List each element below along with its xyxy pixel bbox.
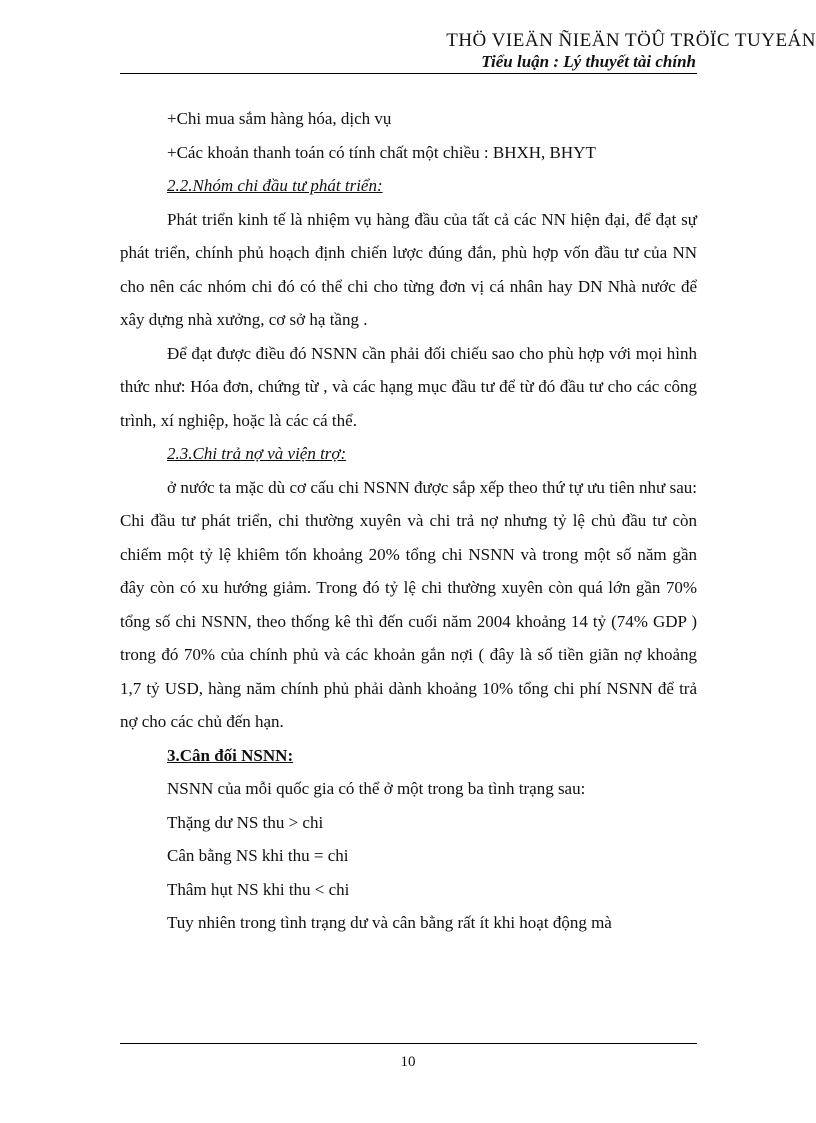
- para-phat-trien: [120, 203, 697, 337]
- para-de-dat: [120, 337, 697, 438]
- para-o-nuoc-ta: [120, 471, 697, 739]
- para-de-dat-text: Để đạt được điều đó NSNN cần phải đối chiếu sao cho phù hợp với mọi hình thức như: Hóa đơn, chứng từ , và các hạng mục đầu tư để từ đó đầu tư cho các công trình, xí nghiệp, hoặc là các cá thể.: [120, 343, 697, 430]
- line-thang-du: Thặng dư NS thu > chi: [167, 812, 324, 832]
- footer-rule: [120, 1043, 697, 1044]
- line-tham-hut: Thâm hụt NS khi thu < chi: [167, 879, 350, 899]
- document-title: Tiểu luận : Lý thuyết tài chính: [481, 52, 696, 71]
- header-rule: [120, 73, 697, 74]
- page-body: [120, 102, 697, 940]
- para-phat-trien-text: Phát triển kinh tế là nhiệm vụ hàng đầu của tất cả các NN hiện đại, để đạt sự phát triển, chính phủ hoạch định chiến lược đúng đắn, phù hợp vốn đầu tư của NN cho nên các nhóm chi đó có thể chi cho từng đơn vị cá nhân hay DN Nhà nước để xây dựng nhà xưởng, cơ sở hạ tầng .: [120, 209, 697, 329]
- section-heading-2-2: 2.2.Nhóm chi đầu tư phát triển:: [167, 176, 383, 195]
- line-chi-mua: +Chi mua sắm hàng hóa, dịch vụ: [167, 109, 392, 128]
- section-heading-3: 3.Cân đối NSNN:: [167, 745, 294, 765]
- line-tuy-nhien: Tuy nhiên trong tình trạng dư và cân bằng rất ít khi hoạt động mà: [167, 913, 612, 932]
- line-nsnn: NSNN của mỗi quốc gia có thể ở một trong ba tình trạng sau:: [167, 779, 586, 798]
- para-o-nuoc-ta-text: ở nước ta mặc dù cơ cấu chi NSNN được sắp xếp theo thứ tự ưu tiên như sau: Chi đầu tư phát triển, chi thường xuyên và chi trả nợ nhưng tỷ lệ chủ đầu tư còn chiếm một tỷ lệ khiêm tốn khoảng 20% tổng chi NSNN và trong một số năm gần đây còn có xu hướng giảm. Trong đó tỷ lệ chi thường xuyên còn quá lớn gần 70% tổng số chi NSNN, theo thống kê thì đến cuối năm 2004 khoảng 14 tỷ (74% GDP ) trong đó 70% của chính phủ và các khoản gắn nợi ( đây là số tiền giãn nợ khoảng 1,7 tỷ USD, hàng năm chính phủ phải dành khoảng 10% tổng chi phí NSNN để trả nợ cho các chủ đến hạn.: [120, 477, 697, 731]
- line-can-bang: Cân bằng NS khi thu = chi: [167, 846, 349, 865]
- section-heading-2-3: 2.3.Chi trả nợ và viện trợ:: [167, 444, 347, 463]
- line-thanh-toan: +Các khoản thanh toán có tính chất một chiều : BHXH, BHYT: [167, 142, 596, 162]
- page-number: 10: [400, 1054, 416, 1070]
- watermark-header: THÖ VIEÄN ÑIEÄN TÖÛ TRÖÏC TUYEÁN: [446, 30, 816, 51]
